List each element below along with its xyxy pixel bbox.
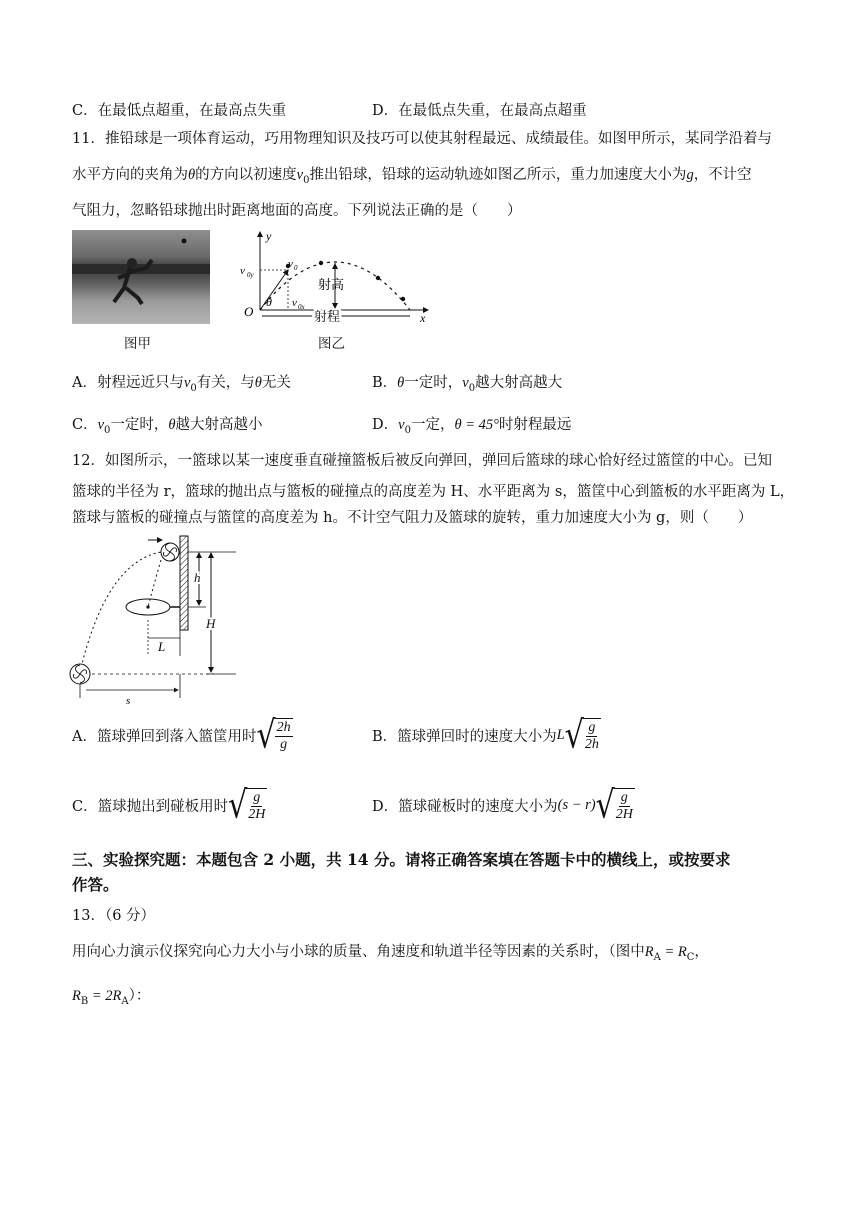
v0y-label: v (240, 265, 245, 277)
range-label: 射程 (314, 309, 341, 322)
x-axis-label: x (420, 311, 426, 322)
theta-label: θ (266, 295, 272, 309)
q11-option-b: B．θ一定时，$v_0$越大射高越大 (372, 375, 563, 394)
q12-option-a: A．篮球弹回到落入篮筐用时 √ $\frac{2h}{g}$ (72, 713, 291, 757)
q11-option-d: D．$v_0$一定，θ = 45°时射程最远 (372, 417, 572, 436)
q11-line1: 11．推铅球是一项体育运动，巧用物理知识及技巧可以使其射程最远、成绩最佳。如图甲所示，某同学沿着与 (72, 131, 772, 147)
H-label: H (206, 616, 216, 631)
svg-text:0y: 0y (247, 271, 254, 279)
fig-b-caption: 图乙 (318, 336, 345, 352)
q13-head: 13．（6 分） (72, 908, 156, 924)
shot-put-athlete-figure (72, 230, 210, 324)
q12-line1: 12．如图所示，一篮球以某一速度垂直碰撞篮板后被反向弹回，弹回后篮球的球心恰好经过篮筐的中心。已知 (72, 453, 772, 469)
ball-at-backboard (161, 543, 179, 561)
ball-at-throw-point (70, 664, 90, 684)
q12-line2: 篮球的半径为 r，篮球的抛出点与篮板的碰撞点的高度差为 H、水平距离为 s，篮筐中心到篮板的水平距离为 L， (72, 484, 795, 500)
section3-heading-cont: 作答。 (72, 875, 119, 894)
y-axis-label: y (266, 229, 272, 243)
basketball-diagram (66, 532, 242, 708)
q12-option-d: D．篮球碰板时的速度大小为 (s − r) √ $\frac{g}{2H}$ (372, 783, 633, 827)
q12-option-c: C．篮球抛出到碰板用时 √ $\frac{g}{2H}$ (72, 783, 266, 827)
h-label: h (194, 570, 201, 585)
svg-text:0x: 0x (298, 303, 305, 311)
s-label: s (126, 695, 131, 707)
q13-line2: $R_B = 2R_A$）： (72, 988, 151, 1007)
q12-line3: 篮球与篮板的碰撞点与篮筐的高度差为 h。不计空气阻力及篮球的旋转，重力加速度大小为 g，则（ ） (72, 510, 753, 526)
trajectory-diagram (232, 226, 432, 322)
shot-put-photo (72, 230, 210, 324)
v0x-label: v (292, 297, 297, 309)
v0-label: v (288, 258, 293, 270)
section3-heading: 三、实验探究题：本题包含 2 小题，共 14 分。请将正确答案填在答题卡中的横线上，或按要求 (72, 850, 731, 869)
q10-option-d: D．在最低点失重，在最高点超重 (372, 103, 587, 119)
q12-option-b: B．篮球弹回时的速度大小为 L √ $\frac{g}{2h}$ (372, 713, 599, 757)
L-label: L (158, 639, 166, 654)
height-label: 射高 (318, 277, 345, 292)
q13-line1: 用向心力演示仪探究向心力大小与小球的质量、角速度和轨道半径等因素的关系时，（图中$R_A = R_C$， (72, 944, 709, 963)
fig-a-caption: 图甲 (124, 336, 151, 352)
q11-option-c: C．$v_0$一定时，θ越大射高越小 (72, 417, 263, 436)
svg-text:0: 0 (294, 264, 298, 272)
q11-line2: 水平方向的夹角为θ的方向以初速度$v_0$推出铅球，铅球的运动轨迹如图乙所示，重力加速度大小为g，不计空 (72, 167, 752, 186)
q10-option-c: C．在最低点超重，在最高点失重 (72, 103, 287, 119)
q11-option-a: A．射程远近只与$v_0$有关，与θ无关 (72, 375, 291, 394)
origin-label: O (244, 304, 254, 319)
q11-line3: 气阻力，忽略铅球抛出时距离地面的高度。下列说法正确的是（ ） (72, 203, 522, 219)
